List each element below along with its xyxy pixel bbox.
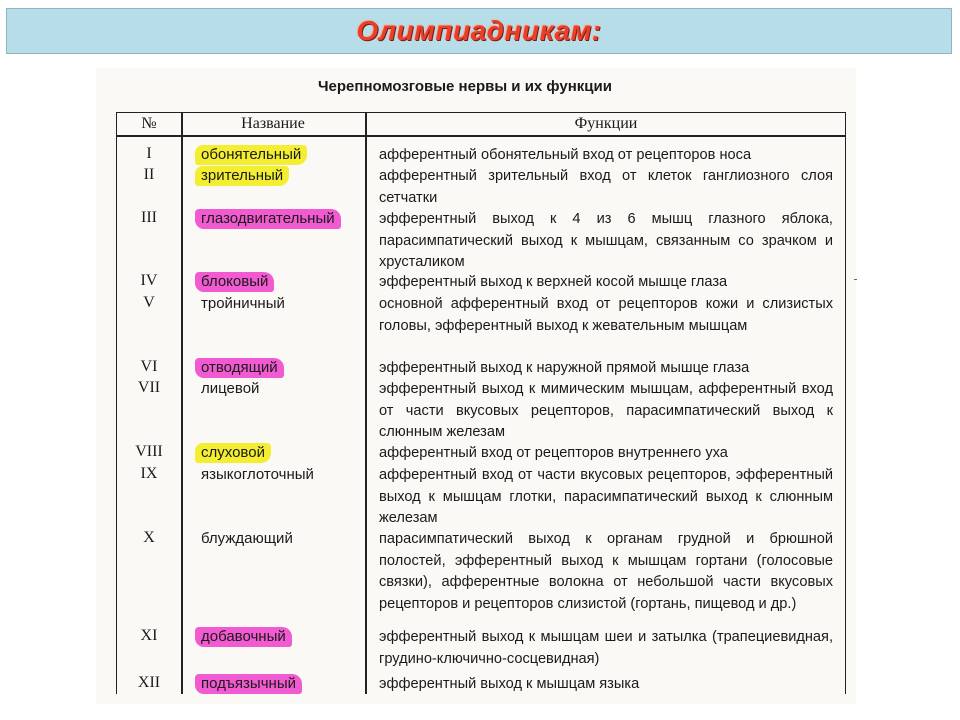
nerve-number: III [141,209,157,226]
nerve-number: VI [140,358,158,375]
nerve-name: языкоглоточный [201,466,314,483]
nerve-function: эфферентный выход к наружной прямой мышце глаза [379,360,750,376]
slide-title: Олимпиадникам: [356,15,602,46]
nerve-function: эфферентный выход к мышцам шеи и затылка (трапециевидная, грудино-ключично-сосцевидная) [379,629,833,667]
nerve-number: I [146,145,152,162]
nerve-function: афферентный обонятельный вход от рецепторов носа [379,147,752,163]
scanned-document [96,68,856,704]
nerve-name: тройничный [201,295,285,312]
nerve-function: эфферентный выход к 4 из 6 мышц глазного яблока, парасимпатический выход к мышцам, связанным со зрачком и хрусталиком [379,211,833,270]
nerve-name: обонятельный [195,145,307,165]
nerve-name: отводящий [195,358,284,378]
nerve-name: лицевой [201,380,260,397]
nerve-number: IX [140,465,158,482]
column-header-functions: Функции [574,115,638,132]
nerve-function: афферентный вход от части вкусовых рецепторов, эфферентный выход к мышцам глотки, парасимпатический выход к слюнным железам [379,467,833,526]
nerve-function: основной афферентный вход от рецепторов кожи и слизистых головы, эфферентный выход к жевательным мышцам [379,296,833,334]
slide-banner [6,8,952,54]
nerve-number: IV [140,272,158,289]
nerve-function: парасимпатический выход к органам грудной и брюшной полостей, эфферентный выход к мышцам гортани (голосовые связки), афферентные волокна от небольшой части вкусовых рецепторов и рецепторов слизистой (гортань, пищевод и др.) [379,531,833,612]
nerves-table [116,112,846,694]
nerve-function: эфферентный выход к мышцам языка [379,676,640,692]
nerve-number: VIII [135,443,163,460]
nerve-name: глазодвигательный [195,209,341,229]
nerve-number: X [143,529,155,546]
column-header-number: № [141,115,157,132]
nerve-name: подъязычный [195,674,302,694]
nerve-name: зрительный [195,166,289,186]
document-title: Черепномозговые нервы и их функции [318,78,612,95]
column-header-name: Название [241,115,305,132]
nerve-function: эфферентный выход к верхней косой мышце глаза [379,274,728,290]
scan-mark [854,279,857,280]
nerve-name: добавочный [195,627,292,647]
nerve-name: блуждающий [201,530,293,547]
nerve-function: афферентный зрительный вход от клеток ганглиозного слоя сетчатки [379,168,833,206]
nerve-number: II [143,166,155,183]
nerve-number: V [143,294,155,311]
nerve-number: XII [137,674,161,691]
column-divider [365,113,367,694]
nerve-name: слуховой [195,443,271,463]
column-divider [181,113,183,694]
nerve-number: VII [137,379,161,396]
header-divider [117,135,845,137]
nerve-name: блоковый [195,272,274,292]
nerve-function: афферентный вход от рецепторов внутреннего уха [379,445,728,461]
nerve-function: эфферентный выход к мимическим мышцам, афферентный вход от части вкусовых рецепторов, парасимпатический выход к слюнным железам [379,381,833,440]
nerve-number: XI [140,627,158,644]
